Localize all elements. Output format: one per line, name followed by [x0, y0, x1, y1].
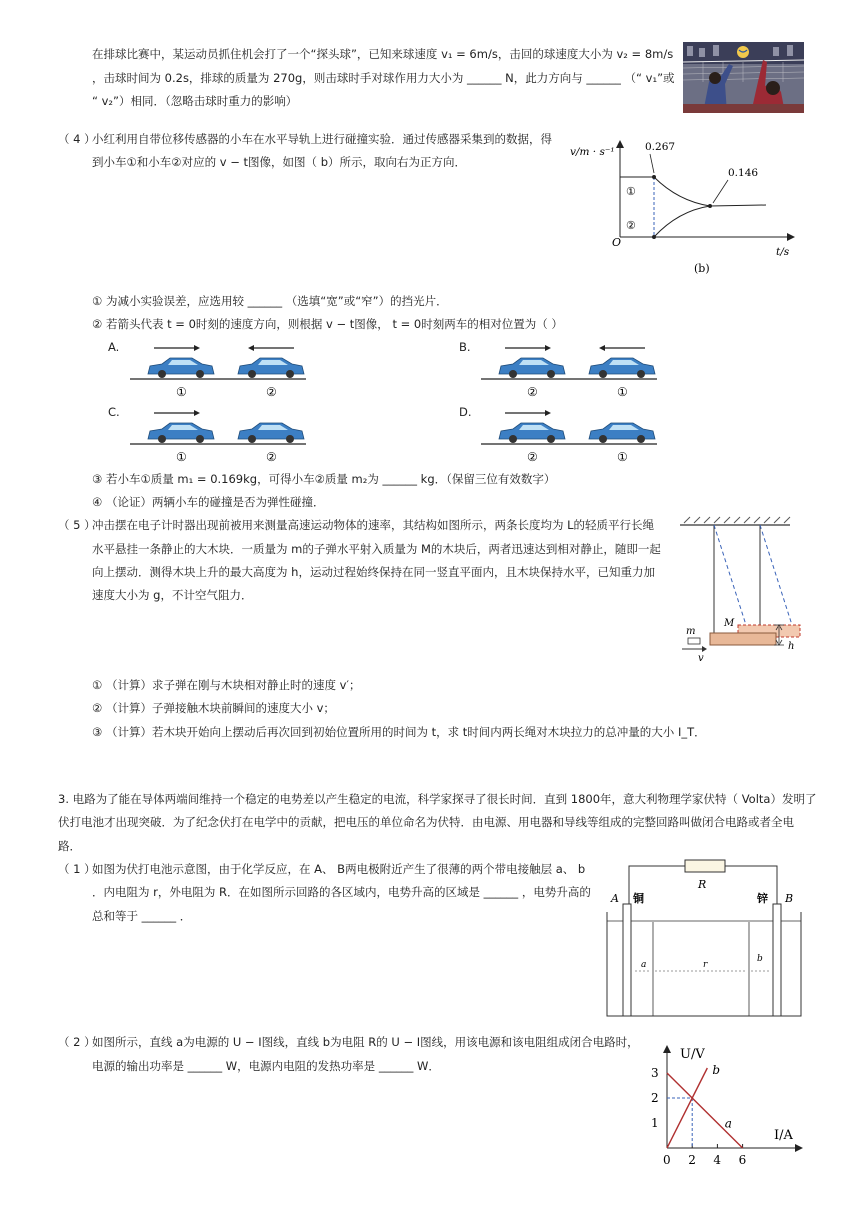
option-a-letter: A. — [108, 340, 120, 354]
chart-series-line-a — [667, 1073, 743, 1148]
car-icon — [148, 358, 214, 378]
q4-sub-1: ① 为减小实验误差，应选用较 ______ （选填“宽”或“窄”）的挡光片． — [92, 294, 448, 308]
bullet-icon — [688, 638, 700, 644]
layer-a-label: a — [641, 960, 647, 970]
option-b[interactable] — [459, 338, 659, 400]
q3-p1-line-3: 总和等于 ______ ． — [92, 909, 192, 923]
chart-series-line-b — [667, 1068, 707, 1148]
vt-origin: O — [612, 236, 622, 249]
q4-line-1: 小红利用自带位移传感器的小车在水平导轨上进行碰撞实验．通过传感器采集到的数据，得 — [92, 132, 552, 146]
chart-y-tick-label: 2 — [651, 1091, 659, 1105]
vt-v2-label: 0.146 — [728, 167, 759, 179]
option-c[interactable] — [108, 403, 308, 465]
chart-x-tick-label: 4 — [713, 1153, 722, 1167]
electrode-A-label: A — [611, 892, 619, 905]
arrow-right-icon — [505, 410, 551, 416]
q3-p1-line-1: 如图为伏打电池示意图，由于化学反应，在 A、 B两电极附近产生了很薄的两个带电接触层 a、 b — [92, 862, 586, 876]
q4-sub-2: ② 若箭头代表 t = 0时刻的速度方向，则根据 v − t图像， t = 0时刻两车的相对位置为（ ） — [92, 317, 563, 331]
car-right-label: ① — [617, 450, 628, 464]
car-icon — [148, 423, 214, 443]
q5-line-2: 水平悬挂一条静止的大木块．一质量为 m的子弹水平射入质量为 M的木块后，两者迅速达到相对静止，随即一起 — [92, 542, 661, 556]
voltaic-cell-figure — [605, 856, 805, 1022]
arrow-right-icon — [682, 646, 707, 652]
arrow-left-icon — [599, 345, 645, 351]
chart-y-tick-label: 1 — [651, 1116, 659, 1130]
volley-line-3: “ v₂”）相同．（忽略击球时重力的影响） — [92, 94, 298, 108]
q5-number: （ 5 ） — [58, 518, 96, 532]
option-a[interactable] — [108, 338, 308, 400]
volley-line-2: ，击球时间为 0.2s，排球的质量为 270g，则击球时手对球作用力大小为 ______ N，此力方向与 ______ （“ v₁”或 — [92, 71, 675, 85]
car-scene — [128, 338, 308, 400]
car-scene — [479, 338, 659, 400]
q4-number: （ 4 ） — [58, 132, 96, 146]
car-left-label: ② — [527, 385, 538, 399]
chart-x-tick-label: 2 — [688, 1153, 696, 1167]
resistor-icon — [685, 860, 725, 872]
pendulum-v-label: v — [698, 653, 704, 664]
arrow-right-icon — [505, 345, 551, 351]
q4-sub-4: ④ （论证）两辆小车的碰撞是否为弹性碰撞． — [92, 495, 325, 509]
car-icon — [589, 423, 655, 443]
q5-line-3: 向上摆动．测得木块上升的最大高度为 h，运动过程始终保持在同一竖直平面内，且木块保持水平，已知重力加 — [92, 565, 655, 579]
q5-line-1: 冲击摆在电子计时器出现前被用来测量高速运动物体的速率，其结构如图所示，两条长度均为 L的轻质平行长绳 — [92, 518, 655, 532]
car-right-label: ② — [266, 450, 277, 464]
ballistic-pendulum-figure — [678, 513, 806, 665]
chart-series-label-b: b — [712, 1063, 721, 1077]
q3-p2-line-2: 电源的输出功率是 ______ W，电源内电阻的发热功率是 ______ W． — [92, 1059, 440, 1073]
q3-p2-number: （ 2 ） — [58, 1035, 96, 1049]
ui-chart — [640, 1040, 810, 1170]
q5-sub-3: ③ （计算）若木块开始向上摆动后再次回到初始位置所用的时间为 t，求 t时间内两长绳对木块拉力的总冲量的大小 I_T． — [92, 725, 706, 739]
arrow-right-icon — [154, 345, 200, 351]
car-icon — [238, 358, 304, 378]
car-left-label: ① — [176, 450, 187, 464]
chart-xlabel: I/A — [774, 1128, 793, 1143]
vt-caption: (b) — [694, 262, 710, 275]
vt-graph — [568, 135, 808, 280]
internal-r-label: r — [703, 960, 708, 970]
car-icon — [499, 423, 565, 443]
q3-p1-line-2: ．内电阻为 r，外电阻为 R．在如图所示回路的各区域内，电势升高的区域是 ______ ，电势升高的 — [92, 885, 591, 899]
car-right-label: ② — [266, 385, 277, 399]
vt-xlabel: t/s — [776, 246, 790, 258]
chart-ylabel: U/V — [680, 1047, 705, 1062]
zinc-label: 锌 — [757, 892, 768, 905]
option-b-letter: B. — [459, 340, 471, 354]
car-scene — [479, 403, 659, 465]
vt-curve2-label: ② — [626, 219, 636, 232]
option-d-letter: D. — [459, 405, 472, 419]
car-right-label: ① — [617, 385, 628, 399]
vt-curve1-label: ① — [626, 185, 636, 198]
chart-y-tick-label: 3 — [651, 1066, 659, 1080]
car-icon — [238, 423, 304, 443]
q5-line-4: 速度大小为 g，不计空气阻力． — [92, 588, 253, 602]
car-icon — [589, 358, 655, 378]
pendulum-M-label: M — [724, 618, 735, 629]
copper-label: 铜 — [633, 892, 644, 905]
option-c-letter: C. — [108, 405, 120, 419]
car-left-label: ① — [176, 385, 187, 399]
q5-sub-1: ① （计算）求子弹在刚与木块相对静止时的速度 v′； — [92, 678, 361, 692]
q5-sub-2: ② （计算）子弹接触木块前瞬间的速度大小 v； — [92, 701, 335, 715]
chart-series-label-a: a — [724, 1116, 732, 1131]
car-icon — [499, 358, 565, 378]
volleyball-photo — [683, 42, 804, 113]
q3-intro-line-2: 伏打电池才出现突破．为了纪念伏打在电学中的贡献，把电压的单位命名为伏特．由电源、用电器和导线等组成的完整回路叫做闭合电路或者全电 — [58, 815, 794, 829]
q3-p1-number: （ 1 ） — [58, 862, 96, 876]
q3-p2-line-1: 如图所示，直线 a为电源的 U − I图线，直线 b为电阻 R的 U − I图线，用该电源和该电阻组成闭合电路时， — [92, 1035, 639, 1049]
q3-intro-line-3: 路． — [58, 839, 81, 853]
option-d[interactable] — [459, 403, 659, 465]
q4-sub-3: ③ 若小车①质量 m₁ = 0.169kg，可得小车②质量 m₂为 ______ kg．（保留三位有效数字） — [92, 472, 556, 486]
arrow-right-icon — [154, 410, 200, 416]
car-left-label: ② — [527, 450, 538, 464]
chart-x-tick-label: 0 — [663, 1153, 671, 1167]
pendulum-h-label: h — [788, 641, 795, 652]
electrode-B-label: B — [785, 892, 794, 905]
q4-line-2: 到小车①和小车②对应的 v − t图像，如图（ b）所示，取向右为正方向． — [92, 155, 466, 169]
vt-v1-label: 0.267 — [645, 141, 676, 153]
vt-ylabel: v/m · s⁻¹ — [570, 146, 615, 158]
chart-x-tick-label: 6 — [738, 1153, 747, 1167]
volley-line-1: 在排球比赛中，某运动员抓住机会打了一个“探头球”，已知来球速度 v₁ = 6m/s，击回的球速度大小为 v₂ = 8m/s — [92, 47, 674, 61]
layer-b-label: b — [757, 954, 763, 964]
pendulum-m-label: m — [686, 626, 696, 637]
car-scene — [128, 403, 308, 465]
arrow-left-icon — [248, 345, 294, 351]
q3-intro-line-1: 3. 电路为了能在导体两端间维持一个稳定的电势差以产生稳定的电流，科学家探寻了很长时间．直到 1800年，意大利物理学家伏特（ Volta）发明了 — [58, 792, 817, 806]
resistor-R-label: R — [698, 878, 707, 891]
